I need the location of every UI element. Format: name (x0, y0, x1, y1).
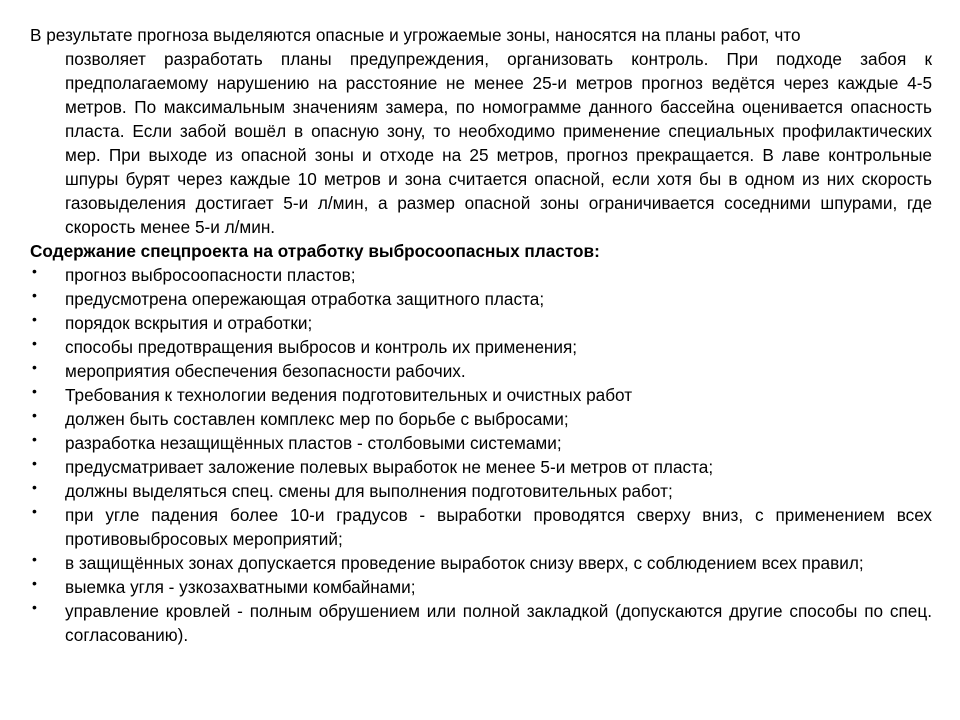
list-item-text: предусмотрена опережающая отработка защитного пласта; (65, 289, 545, 309)
list-item (30, 599, 932, 647)
list-item (30, 455, 932, 479)
list-item-text: выемка угля - узкозахватными комбайнами; (65, 577, 416, 597)
list-item-text: при угле падения более 10-и градусов - выработки проводятся сверху вниз, с применением всех противовыбросовых мероприятий; (65, 505, 932, 549)
list-item (30, 287, 932, 311)
list-item-text: управление кровлей - полным обрушением или полной закладкой (допускаются другие способы по спец. согласованию). (65, 601, 932, 645)
bullet-icon: • (32, 551, 37, 567)
list-item-text: должны выделяться спец. смены для выполнения подготовительных работ; (65, 481, 673, 501)
bullet-icon: • (32, 599, 37, 615)
list-item (30, 335, 932, 359)
list-item (30, 479, 932, 503)
list-item (30, 575, 932, 599)
list-item-text: способы предотвращения выбросов и контроль их применения; (65, 337, 578, 357)
intro-paragraph (30, 23, 932, 239)
list-item-text: мероприятия обеспечения безопасности рабочих. (65, 361, 466, 381)
list-item (30, 263, 932, 287)
list-item-text: должен быть составлен комплекс мер по борьбе с выбросами; (65, 409, 569, 429)
bullet-icon: • (32, 359, 37, 375)
bullet-icon: • (32, 263, 37, 279)
bullet-icon: • (32, 503, 37, 519)
list-item-text: прогноз выбросоопасности пластов; (65, 265, 356, 285)
list-item (30, 359, 932, 383)
list-item-text: Требования к технологии ведения подготовительных и очистных работ (65, 385, 633, 405)
list-item-text: порядок вскрытия и отработки; (65, 313, 313, 333)
bullet-icon: • (32, 455, 37, 471)
list-item-text: предусматривает заложение полевых выработок не менее 5-и метров от пласта; (65, 457, 714, 477)
bullet-icon: • (32, 287, 37, 303)
list-item (30, 311, 932, 335)
bullet-list (30, 263, 932, 647)
list-item (30, 431, 932, 455)
bullet-icon: • (32, 383, 37, 399)
list-item (30, 407, 932, 431)
list-item-text: в защищённых зонах допускается проведение выработок снизу вверх, с соблюдением всех правил; (65, 553, 864, 573)
list-item (30, 551, 932, 575)
bullet-icon: • (32, 479, 37, 495)
section-heading: Содержание спецпроекта на отработку выбросоопасных пластов: (30, 241, 600, 261)
bullet-icon: • (32, 575, 37, 591)
list-item (30, 503, 932, 551)
intro-body: позволяет разработать планы предупреждения, организовать контроль. При подходе забоя к предполагаемому нарушению на расстояние не менее 25-и метров прогноз ведётся через каждые 4-5 метров. По максимальным значениям замера, по номограмме данного бассейна оценивается опасность пласта. Если забой вошёл в опасную зону, то необходимо применение специальных профилактических мер. При выходе из опасной зоны и отходе на 25 метров, прогноз прекращается. В лаве контрольные шпуры бурят через каждые 10 метров и зона считается опасной, если хотя бы в одном из них скорость газовыделения достигает 5-и л/мин, а размер опасной зоны ограничивается соседними шпурами, где скорость менее 5-и л/мин. (65, 49, 932, 237)
list-item (30, 383, 932, 407)
intro-first-line: В результате прогноза выделяются опасные и угрожаемые зоны, наносятся на планы работ, что (30, 25, 801, 45)
bullet-icon: • (32, 431, 37, 447)
list-item-text: разработка незащищённых пластов - столбовыми системами; (65, 433, 562, 453)
bullet-icon: • (32, 311, 37, 327)
bullet-icon: • (32, 407, 37, 423)
slide-content (30, 23, 932, 647)
bullet-icon: • (32, 335, 37, 351)
